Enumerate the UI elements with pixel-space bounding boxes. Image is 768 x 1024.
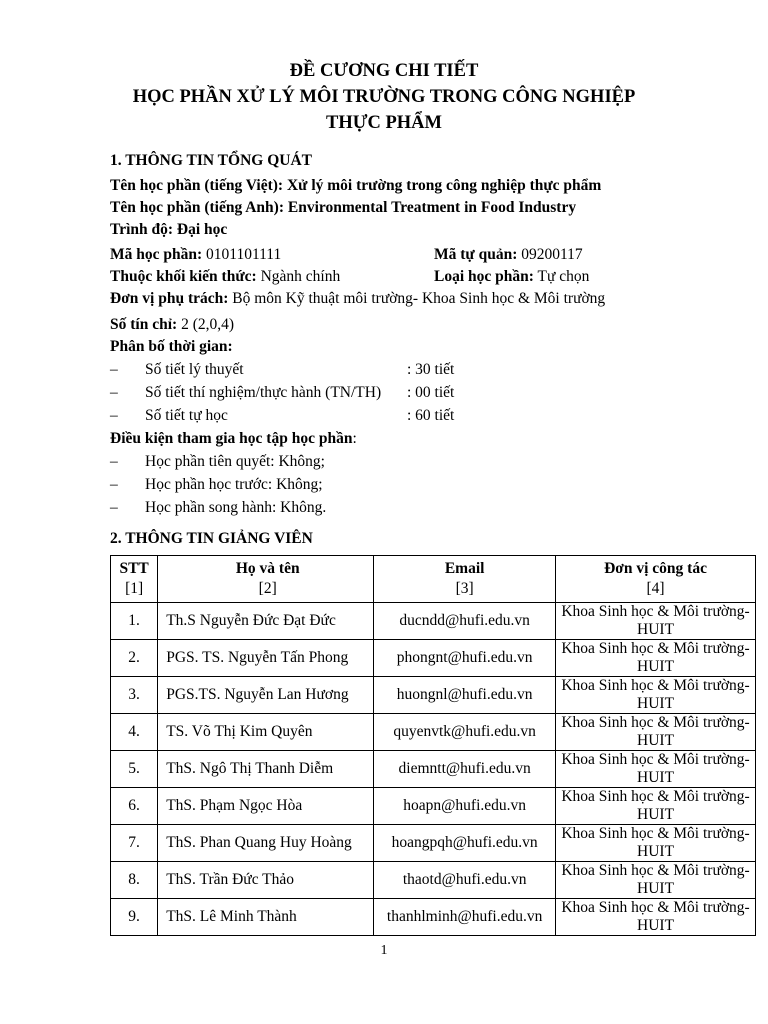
condition-item: Học phần song hành: Không. (145, 499, 327, 516)
cell-email[interactable]: thanhlminh@hufi.edu.vn (374, 899, 556, 936)
cell-name: ThS. Phan Quang Huy Hoàng (158, 825, 374, 862)
header-stt (111, 556, 158, 603)
self-code-label: Mã tự quản: (434, 246, 518, 263)
cell-name: PGS.TS. Nguyễn Lan Hương (158, 677, 374, 714)
page-number: 1 (380, 943, 388, 958)
table-row (111, 603, 756, 640)
doc-title-line3: THỰC PHẨM (326, 113, 442, 133)
list-bullet: – (110, 499, 118, 516)
course-type (434, 267, 589, 287)
time-item-label: Số tiết lý thuyết (145, 361, 244, 378)
header-unit (556, 556, 756, 603)
header-email (374, 556, 556, 603)
cell-name: ThS. Phạm Ngọc Hòa (158, 788, 374, 825)
cell-email[interactable]: thaotd@hufi.edu.vn (374, 862, 556, 899)
table-row (111, 862, 756, 899)
cell-name: ThS. Ngô Thị Thanh Diễm (158, 751, 374, 788)
cell-email[interactable]: hoangpqh@hufi.edu.vn (374, 825, 556, 862)
knowledge-block-value: Ngành chính (256, 268, 341, 285)
responsible-unit-label: Đơn vị phụ trách: (110, 290, 229, 307)
cell-name: ThS. Lê Minh Thành (158, 899, 374, 936)
list-bullet: – (110, 453, 118, 470)
cell-email[interactable]: hoapn@hufi.edu.vn (374, 788, 556, 825)
cell-stt: 9. (111, 899, 158, 936)
doc-title-line1: ĐỀ CƯƠNG CHI TIẾT (289, 61, 479, 81)
cell-unit: Khoa Sinh học & Môi trường- HUIT (556, 640, 756, 677)
cell-email[interactable]: huongnl@hufi.edu.vn (374, 677, 556, 714)
header-label: Email (444, 560, 485, 577)
header-label: Họ và tên (235, 560, 300, 577)
course-code-value: 0101101111 (202, 246, 282, 263)
cell-stt: 4. (111, 714, 158, 751)
header-sub: [2] (258, 580, 277, 597)
header-sub: [4] (646, 580, 665, 597)
lecturer-table (110, 555, 756, 936)
doc-title-line2: HỌC PHẦN XỬ LÝ MÔI TRƯỜNG TRONG CÔNG NGHIỆP (132, 87, 636, 107)
knowledge-block-label: Thuộc khối kiến thức: (110, 268, 257, 285)
table-row (111, 788, 756, 825)
table-row (111, 640, 756, 677)
credits-value: 2 (2,0,4) (177, 316, 235, 333)
cell-unit: Khoa Sinh học & Môi trường- HUIT (556, 788, 756, 825)
cell-stt: 1. (111, 603, 158, 640)
header-sub: [1] (125, 580, 144, 597)
conditions-heading-text: Điều kiện tham gia học tập học phần (110, 430, 353, 447)
cell-name: Th.S Nguyễn Đức Đạt Đức (158, 603, 374, 640)
cell-stt: 7. (111, 825, 158, 862)
section1-heading: 1. THÔNG TIN TỔNG QUÁT (110, 152, 312, 169)
table-row (111, 825, 756, 862)
cell-stt: 3. (111, 677, 158, 714)
cell-name: TS. Võ Thị Kim Quyên (158, 714, 374, 751)
credits-label: Số tín chỉ: (110, 316, 178, 333)
header-name (158, 556, 374, 603)
responsible-unit-value: Bộ môn Kỹ thuật môi trường- Khoa Sinh học & Môi trường (228, 290, 606, 307)
course-name-vi: Tên học phần (tiếng Việt): Xử lý môi trường trong công nghiệp thực phẩm (110, 177, 602, 194)
list-bullet: – (110, 476, 118, 493)
cell-unit: Khoa Sinh học & Môi trường- HUIT (556, 677, 756, 714)
table-row (111, 714, 756, 751)
knowledge-block (110, 267, 340, 287)
cell-unit: Khoa Sinh học & Môi trường- HUIT (556, 714, 756, 751)
time-item-label: Số tiết tự học (145, 407, 228, 424)
table-header-row (111, 556, 756, 603)
course-code (110, 245, 281, 265)
time-item-label: Số tiết thí nghiệm/thực hành (TN/TH) (145, 384, 382, 401)
time-item-value: : 60 tiết (407, 407, 455, 424)
header-label: STT (119, 560, 149, 577)
cell-email[interactable]: ducndd@hufi.edu.vn (374, 603, 556, 640)
cell-email[interactable]: diemntt@hufi.edu.vn (374, 751, 556, 788)
list-bullet: – (110, 384, 118, 401)
condition-item: Học phần học trước: Không; (145, 476, 323, 493)
condition-item: Học phần tiên quyết: Không; (145, 453, 325, 470)
cell-unit: Khoa Sinh học & Môi trường- HUIT (556, 862, 756, 899)
time-heading: Phân bố thời gian: (110, 338, 233, 355)
self-code (434, 245, 583, 265)
course-name-en: Tên học phần (tiếng Anh): Environmental Treatment in Food Industry (110, 199, 577, 216)
section2-heading: 2. THÔNG TIN GIẢNG VIÊN (110, 530, 313, 547)
cell-unit: Khoa Sinh học & Môi trường- HUIT (556, 751, 756, 788)
table-row (111, 677, 756, 714)
cell-name: PGS. TS. Nguyễn Tấn Phong (158, 640, 374, 677)
cell-stt: 6. (111, 788, 158, 825)
cell-name: ThS. Trần Đức Thảo (158, 862, 374, 899)
course-type-label: Loại học phần: (434, 268, 534, 285)
table-row (111, 899, 756, 936)
conditions-heading (110, 429, 357, 449)
conditions-heading-colon: : (352, 430, 357, 447)
cell-unit: Khoa Sinh học & Môi trường- HUIT (556, 899, 756, 936)
cell-unit: Khoa Sinh học & Môi trường- HUIT (556, 825, 756, 862)
time-item-value: : 00 tiết (407, 384, 455, 401)
cell-unit: Khoa Sinh học & Môi trường- HUIT (556, 603, 756, 640)
cell-stt: 2. (111, 640, 158, 677)
list-bullet: – (110, 361, 118, 378)
time-item-value: : 30 tiết (407, 361, 455, 378)
cell-email[interactable]: quyenvtk@hufi.edu.vn (374, 714, 556, 751)
course-level: Trình độ: Đại học (110, 221, 228, 238)
cell-stt: 5. (111, 751, 158, 788)
list-bullet: – (110, 407, 118, 424)
responsible-unit (110, 289, 605, 309)
header-label: Đơn vị công tác (604, 560, 707, 577)
table-row (111, 751, 756, 788)
course-code-label: Mã học phần: (110, 246, 203, 263)
course-type-value: Tự chọn (533, 268, 590, 285)
self-code-value: 09200117 (517, 246, 583, 263)
cell-email[interactable]: phongnt@hufi.edu.vn (374, 640, 556, 677)
cell-stt: 8. (111, 862, 158, 899)
header-sub: [3] (455, 580, 474, 597)
credits (110, 315, 234, 335)
